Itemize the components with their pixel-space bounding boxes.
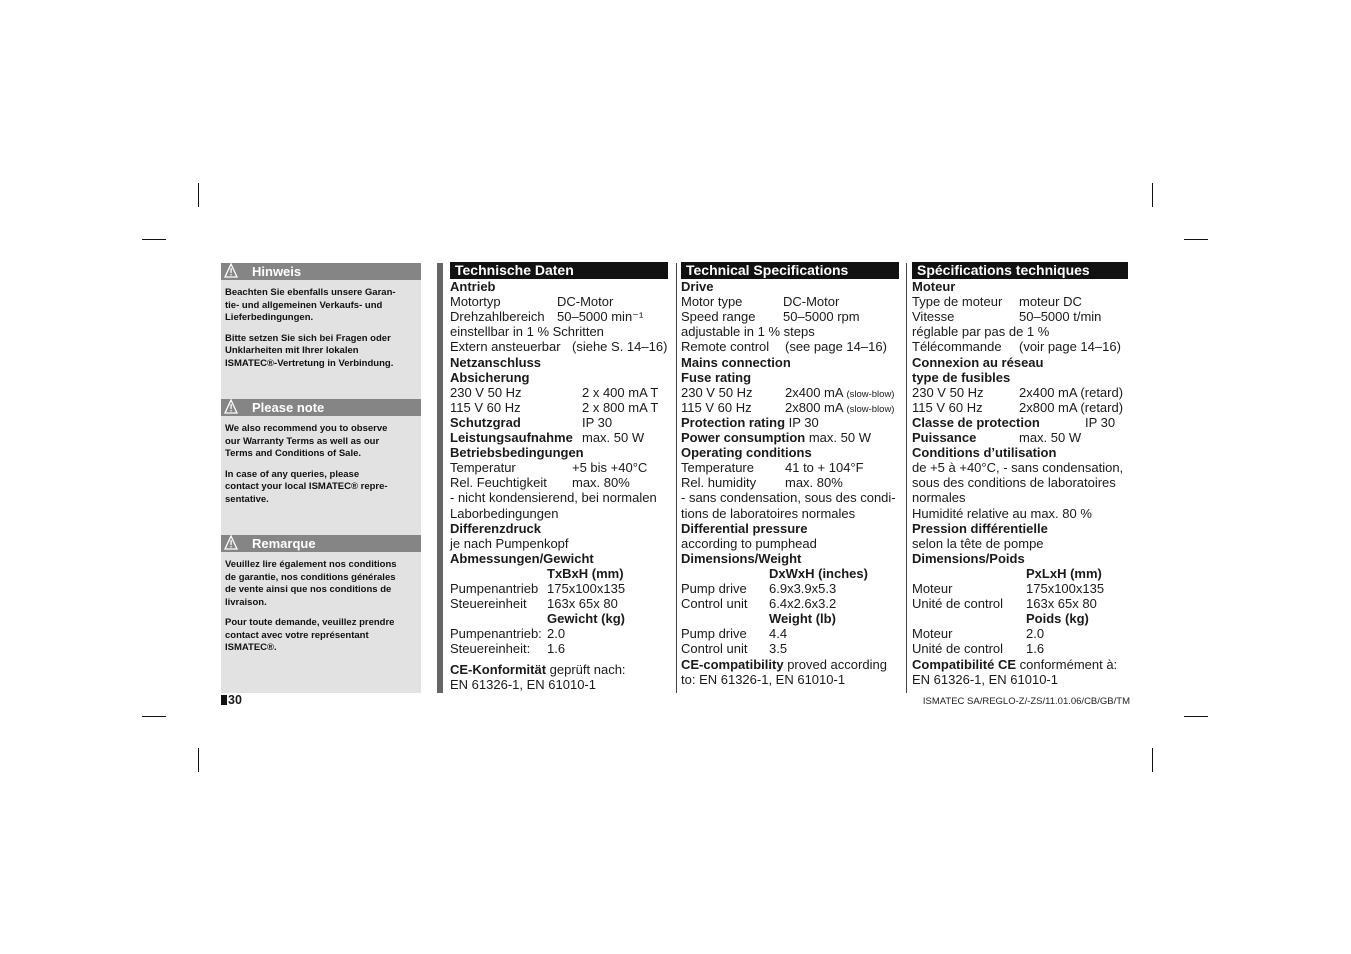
spec-label: Schutzgrad [450, 414, 521, 430]
spec-text: 2x400 mA [785, 384, 847, 400]
crop-mark [1152, 183, 1153, 207]
spec-value [783, 294, 839, 309]
note-line: our Warranty Terms as well as our [225, 435, 380, 447]
column-heading-fr: Spécifications techniques [912, 262, 1128, 279]
spec-value [1019, 339, 1121, 354]
spec-value [1026, 641, 1044, 656]
spec-label: Classe de protection [912, 414, 1040, 430]
spec-text: tions de laboratoires normales [681, 505, 856, 521]
spec-text: Drehzahlbereich [450, 309, 545, 325]
spec-value [769, 596, 836, 611]
crop-mark [198, 183, 199, 207]
spec-line [450, 355, 541, 370]
spec-label: Absicherung [450, 369, 530, 385]
spec-line [912, 475, 1116, 490]
spec-text: (voir page 14–16) [1019, 339, 1121, 355]
spec-value [1019, 400, 1123, 415]
spec-text: 230 V 50 Hz [912, 384, 984, 400]
spec-line [450, 399, 659, 415]
spec-value [557, 309, 643, 324]
spec-line [681, 415, 819, 430]
spec-value [547, 596, 618, 611]
spec-value [1019, 309, 1101, 324]
note-line: Veuillez lire également nos conditions [225, 559, 397, 570]
spec-line [912, 370, 1010, 385]
spec-value [572, 339, 667, 354]
spec-line [912, 551, 1025, 566]
spec-line [681, 475, 843, 491]
spec-line [912, 626, 1045, 642]
spec-text: adjustable in 1 % steps [681, 324, 815, 340]
spec-line [450, 536, 569, 551]
spec-text: IP 30 [1085, 414, 1116, 430]
spec-value: DxWxH (inches) [769, 565, 868, 581]
spec-text: max. 50 W [582, 430, 645, 445]
spec-text: Vitesse [912, 309, 955, 325]
column-heading-de: Technische Daten [450, 262, 668, 279]
spec-label: Operating conditions [681, 445, 812, 461]
spec-line [912, 641, 1045, 657]
note-line: tie- und allgemeinen Verkaufs- und [225, 299, 383, 311]
spec-line [681, 294, 840, 310]
spec-label: type de fusibles [912, 369, 1011, 385]
spec-label: Compatibilité CE [912, 656, 1017, 672]
note-line: de vente ainsi que nos conditions de [225, 584, 392, 595]
note-line: contact your local ISMATEC® repre- [225, 481, 388, 492]
spec-line [450, 662, 626, 677]
spec-value [572, 475, 630, 490]
spec-line [450, 551, 594, 566]
spec-label: Fuse rating [681, 369, 752, 385]
spec-text: conformément à: [1016, 656, 1118, 672]
note-line: contact avec votre représentant [225, 629, 369, 641]
spec-text: Temperature [681, 460, 754, 476]
spec-label: Leistungsaufnahme [450, 430, 573, 445]
spec-label: Pression différentielle [912, 520, 1048, 536]
spec-text: Moteur [912, 581, 953, 596]
spec-text: 50–5000 min⁻¹ [557, 309, 644, 325]
spec-line [912, 279, 955, 294]
spec-label: Drive [681, 279, 714, 294]
note-line: sentative. [225, 493, 269, 505]
note-body [225, 423, 417, 506]
spec-value [1026, 626, 1044, 641]
spec-text: 41 to + 104°F [785, 460, 864, 476]
spec-line [681, 430, 871, 445]
spec-line [681, 355, 791, 370]
spec-text: 2x800 mA (retard) [1019, 399, 1124, 415]
note-line: In case of any queries, please [225, 468, 360, 480]
spec-line [681, 641, 788, 657]
spec-text: Speed range [681, 309, 756, 325]
spec-line [912, 309, 1102, 325]
spec-label: CE-compatibility [681, 656, 784, 672]
spec-label: Differential pressure [681, 520, 808, 536]
spec-line [681, 370, 751, 385]
spec-line [450, 626, 566, 642]
spec-label: Puissance [912, 430, 977, 445]
note-title: Hinweis [252, 264, 302, 279]
spec-text: Motor type [681, 294, 743, 310]
spec-line [681, 445, 812, 460]
spec-value [547, 641, 565, 656]
spec-label: Protection rating [681, 414, 786, 430]
spec-value [547, 626, 565, 641]
spec-text: 1.6 [547, 641, 566, 657]
note-heading [221, 263, 421, 280]
spec-line [912, 324, 1049, 339]
spec-label: Moteur [912, 279, 956, 294]
spec-value: PxLxH (mm) [1026, 565, 1102, 581]
note-line: ISMATEC®. [225, 642, 277, 653]
spec-text: Control unit [681, 596, 748, 612]
spec-line [912, 339, 1121, 355]
spec-text: Temperatur [450, 460, 516, 476]
spec-line [450, 677, 596, 692]
spec-line [681, 657, 887, 672]
spec-value [769, 626, 787, 641]
spec-line [912, 414, 1116, 430]
warning-icon [224, 535, 238, 551]
spec-label: Betriebsbedingungen [450, 445, 584, 461]
spec-line [681, 279, 714, 294]
spec-line [912, 490, 965, 505]
spec-line [450, 506, 558, 521]
spec-line [450, 324, 604, 339]
spec-text: 163x 65x 80 [547, 596, 618, 612]
spec-text: - sans condensation, sous des condi- [681, 490, 896, 506]
spec-text: 163x 65x 80 [1026, 596, 1097, 612]
spec-label: Dimensions/Poids [912, 550, 1025, 566]
spec-line [912, 384, 1124, 400]
spec-text: de +5 à +40°C, - sans condensation, [912, 460, 1124, 476]
spec-text: EN 61326-1, EN 61010-1 [450, 676, 596, 692]
spec-text: DC-Motor [783, 294, 840, 310]
spec-line [450, 294, 614, 310]
note-line: Terms and Conditions of Sale. [225, 448, 362, 459]
spec-line [681, 551, 801, 566]
note-heading [221, 399, 421, 416]
warning-icon [224, 399, 238, 415]
spec-line [912, 399, 1124, 415]
spec-value [1019, 385, 1123, 400]
spec-text: 1.6 [1026, 641, 1045, 657]
crop-mark [198, 748, 199, 772]
spec-note: (slow-blow) [846, 403, 895, 415]
spec-line [912, 355, 1043, 370]
spec-line [450, 414, 613, 430]
spec-value [582, 385, 658, 400]
spec-value [785, 339, 887, 354]
spec-text: selon la tête de pompe [912, 535, 1044, 551]
spec-text: Télécommande [912, 339, 1002, 355]
spec-text: 2 x 800 mA T [582, 399, 659, 415]
note-line: Bitte setzen Sie sich bei Fragen oder [225, 332, 391, 344]
spec-value [1019, 430, 1081, 445]
crop-mark [142, 239, 166, 240]
spec-text: 2 x 400 mA T [582, 384, 659, 400]
spec-text: Pump drive [681, 581, 747, 596]
spec-text: Pumpenantrieb [450, 581, 539, 596]
spec-text: proved according [783, 656, 887, 672]
spec-text: 2.0 [547, 626, 566, 642]
spec-text: IP 30 [785, 414, 819, 430]
page-marker [221, 695, 227, 705]
spec-text: Motortyp [450, 294, 501, 310]
spec-text: sous des conditions de laboratoires [912, 475, 1116, 491]
spec-text: 50–5000 rpm [783, 309, 860, 325]
spec-text: 2x800 mA [785, 399, 847, 415]
spec-line [912, 581, 1105, 596]
spec-line [681, 399, 895, 415]
spec-text: - nicht kondensierend, bei normalen [450, 490, 657, 506]
spec-label: Netzanschluss [450, 354, 542, 370]
spec-value [582, 415, 612, 430]
crop-mark [1184, 716, 1208, 717]
spec-text: according to pumphead [681, 535, 817, 551]
spec-line [912, 521, 1048, 536]
spec-text: 175x100x135 [1026, 581, 1105, 596]
note-body [225, 287, 417, 370]
spec-text: Control unit [681, 641, 748, 657]
note-heading [221, 535, 421, 552]
spec-line [450, 309, 644, 325]
spec-line [681, 309, 860, 325]
note-line: Lieferbedingungen. [225, 312, 314, 323]
spec-label: Connexion au réseau [912, 354, 1044, 370]
spec-line [450, 339, 668, 355]
spec-text: EN 61326-1, EN 61010-1 [912, 671, 1058, 687]
crop-mark [1152, 748, 1153, 772]
spec-line [681, 626, 788, 642]
spec-value [1085, 415, 1115, 430]
column-heading-en: Technical Specifications [681, 262, 899, 279]
spec-value: Gewicht (kg) [547, 611, 626, 627]
spec-text: 6.9x3.9x5.3 [769, 581, 837, 596]
column-divider [676, 263, 677, 693]
spec-value [582, 430, 644, 445]
spec-text: Pumpenantrieb: [450, 626, 542, 642]
note-body [225, 559, 417, 655]
spec-text: je nach Pumpenkopf [450, 535, 569, 551]
spec-line [912, 536, 1044, 551]
spec-line [450, 430, 645, 445]
spec-value: TxBxH (mm) [547, 565, 624, 581]
spec-text: to: EN 61326-1, EN 61010-1 [681, 671, 846, 687]
spec-line [450, 596, 618, 612]
spec-line [681, 521, 807, 536]
note-title: Remarque [252, 536, 316, 551]
spec-line [681, 339, 887, 355]
spec-text: 230 V 50 Hz [450, 384, 522, 400]
spec-line [912, 657, 1117, 672]
spec-text: 230 V 50 Hz [681, 384, 753, 400]
note-line: Pour toute demande, veuillez prendre [225, 617, 395, 628]
spec-label: CE-Konformität [450, 661, 547, 677]
spec-text: normales [912, 490, 966, 506]
spec-label: Antrieb [450, 279, 496, 294]
spec-label: Differenzdruck [450, 520, 542, 536]
note-title: Please note [252, 400, 325, 415]
spec-line [912, 506, 1092, 521]
spec-value [769, 641, 787, 656]
spec-line [681, 672, 845, 687]
spec-line [681, 384, 895, 400]
spec-text: 175x100x135 [547, 581, 626, 596]
page-number-text: 30 [228, 693, 242, 707]
spec-text: 4.4 [769, 626, 788, 642]
spec-text: DC-Motor [557, 294, 614, 310]
note-line: de garantie, nos conditions générales [225, 571, 396, 583]
spec-text: 115 V 60 Hz [681, 399, 752, 415]
spec-label: Conditions d’utilisation [912, 445, 1057, 461]
spec-line [681, 460, 864, 476]
spec-value: Weight (lb) [769, 611, 836, 627]
spec-line [912, 596, 1097, 612]
spec-label: Mains connection [681, 354, 791, 370]
spec-text: 2.0 [1026, 626, 1045, 642]
spec-line [450, 581, 626, 596]
spec-value [572, 460, 647, 475]
spec-value [582, 400, 658, 415]
spec-value [1019, 294, 1082, 309]
crop-mark [1184, 239, 1208, 240]
spec-value [785, 475, 843, 490]
spec-text: Moteur [912, 626, 953, 642]
spec-line [681, 506, 855, 521]
spec-line [450, 475, 630, 491]
spec-text: max. 80% [572, 475, 630, 491]
sidebar-divider [437, 263, 443, 693]
warning-icon [224, 263, 238, 279]
spec-text: max. 50 W [1019, 430, 1082, 445]
note-line: livraison. [225, 596, 267, 608]
spec-line [681, 581, 837, 596]
spec-line [681, 536, 817, 551]
spec-text: moteur DC [1019, 294, 1082, 310]
note-line: Beachten Sie ebenfalls unsere Garan- [225, 287, 396, 298]
spec-text: 115 V 60 Hz [912, 399, 983, 415]
spec-line [912, 460, 1123, 475]
spec-line [450, 521, 541, 536]
document-reference: ISMATEC SA/REGLO-Z/-ZS/11.01.06/CB/GB/TM [922, 696, 1130, 707]
page-number [221, 693, 242, 707]
spec-label: Power consumption [681, 430, 806, 445]
spec-text: 3.5 [769, 641, 788, 657]
spec-text: Unité de control [912, 596, 1004, 612]
spec-value [783, 309, 860, 324]
crop-mark [142, 716, 166, 717]
spec-text: 6.4x2.6x3.2 [769, 596, 837, 612]
spec-line [681, 324, 815, 339]
spec-text: Remote control [681, 339, 770, 355]
spec-text: (siehe S. 14–16) [572, 339, 668, 355]
spec-label: Abmessungen/Gewicht [450, 550, 594, 566]
spec-value [547, 581, 625, 596]
spec-text: Steuereinheit [450, 596, 527, 612]
spec-line [912, 672, 1058, 687]
spec-text: Unité de control [912, 641, 1004, 657]
spec-label: Dimensions/Weight [681, 550, 802, 566]
spec-line [912, 430, 1082, 445]
spec-text: Humidité relative au max. 80 % [912, 505, 1092, 521]
spec-value [1026, 581, 1104, 596]
spec-line [450, 370, 529, 385]
spec-line [681, 596, 837, 612]
spec-text: Pump drive [681, 626, 747, 642]
spec-value [557, 294, 613, 309]
spec-text: einstellbar in 1 % Schritten [450, 324, 604, 340]
spec-line [450, 384, 659, 400]
spec-text: 50–5000 t/min [1019, 309, 1102, 325]
spec-value [785, 460, 864, 475]
spec-line [450, 279, 496, 294]
spec-line [912, 445, 1056, 460]
spec-value [769, 581, 836, 596]
spec-text: Rel. Feuchtigkeit [450, 475, 547, 491]
spec-value: Poids (kg) [1026, 611, 1089, 627]
spec-text: Extern ansteuerbar [450, 339, 561, 355]
spec-line [912, 294, 1082, 310]
spec-text: Type de moteur [912, 294, 1003, 310]
note-line: ISMATEC®-Vertretung in Verbindung. [225, 357, 394, 369]
column-divider [906, 263, 907, 693]
spec-text: Steuereinheit: [450, 641, 531, 657]
spec-text: +5 bis +40°C [572, 460, 648, 476]
spec-text: Laborbedingungen [450, 505, 559, 521]
spec-line [450, 460, 648, 476]
spec-text: geprüft nach: [546, 661, 626, 677]
spec-text: max. 50 W [805, 430, 871, 445]
spec-text: 115 V 60 Hz [450, 399, 521, 415]
spec-text: (see page 14–16) [785, 339, 887, 355]
spec-text: réglable par pas de 1 % [912, 324, 1050, 340]
spec-value [1026, 596, 1097, 611]
spec-line [450, 641, 566, 657]
note-line: We also recommend you to observe [225, 423, 388, 434]
spec-text: max. 80% [785, 475, 843, 491]
spec-text: 2x400 mA (retard) [1019, 384, 1124, 400]
spec-text: IP 30 [582, 414, 613, 430]
note-line: Unklarheiten mit Ihrer lokalen [225, 345, 359, 356]
spec-line [450, 490, 657, 505]
spec-text: Rel. humidity [681, 475, 757, 491]
spec-line [681, 490, 896, 505]
spec-note: (slow-blow) [846, 388, 895, 400]
spec-line [450, 445, 584, 460]
